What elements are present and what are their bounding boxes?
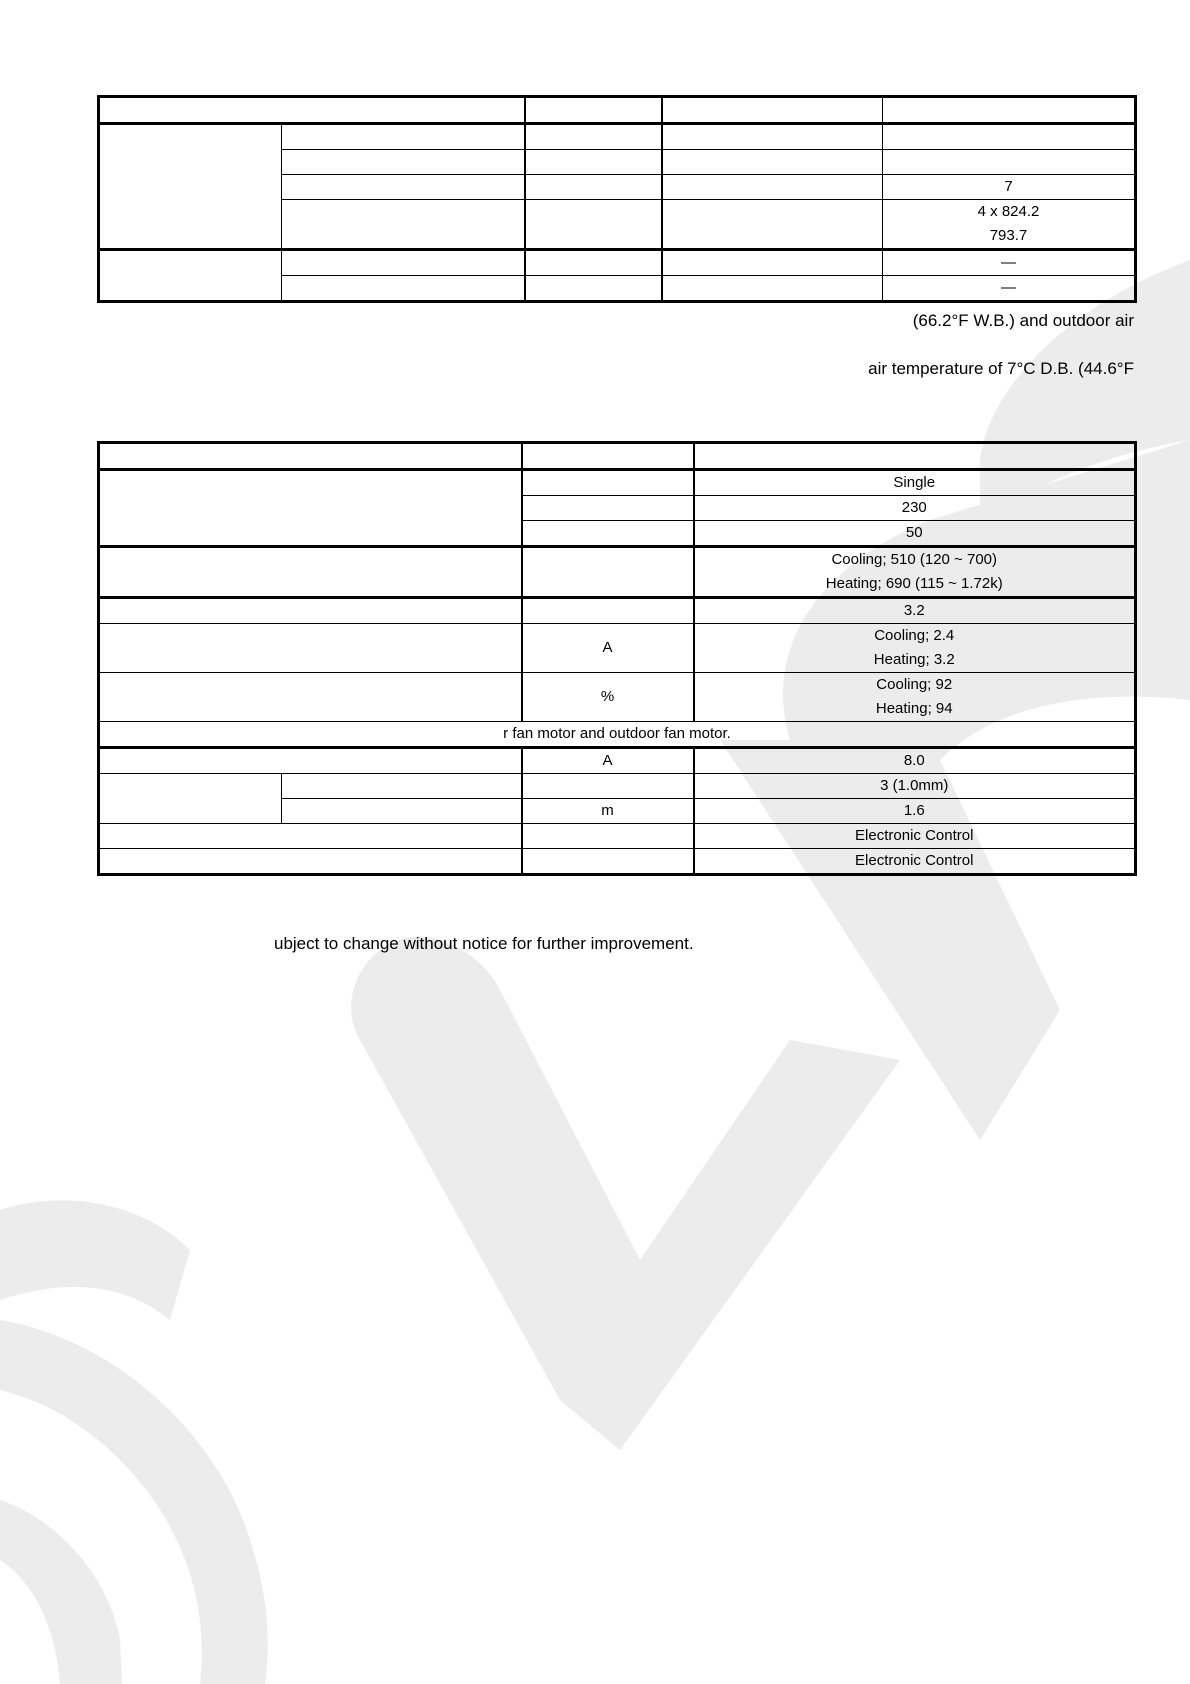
cell-value: 4 x 824.2 [883, 200, 1136, 225]
cell-value: 7 [883, 175, 1136, 200]
pf-cooling-value: Cooling; 92 [694, 673, 1136, 698]
table-row [99, 470, 1136, 496]
table-row [99, 849, 1136, 875]
table-row [99, 624, 1136, 649]
table-row [99, 673, 1136, 698]
cell-value: — [883, 276, 1136, 302]
table-row [99, 748, 1136, 774]
pf-heating-value: Heating; 94 [694, 697, 1136, 722]
fan-motor-note: r fan motor and outdoor fan motor. [99, 722, 1136, 748]
current-cooling-value: Cooling; 2.4 [694, 624, 1136, 649]
spec-table-electrical [97, 441, 1137, 876]
cell-value: — [883, 250, 1136, 276]
table-row [99, 124, 1136, 150]
note-line: (66.2°F W.B.) and outdoor air [912, 311, 1134, 330]
voltage-value: 230 [694, 496, 1136, 521]
frequency-value: 50 [694, 521, 1136, 547]
current-unit: A [522, 624, 694, 673]
table-row [99, 774, 1136, 799]
current-heating-value: Heating; 3.2 [694, 648, 1136, 673]
power-heating-value: Heating; 690 (115 ~ 1.72k) [694, 572, 1136, 598]
starting-current-value: 8.0 [694, 748, 1136, 774]
cord-length-value: 1.6 [694, 799, 1136, 824]
cord-length-unit: m [522, 799, 694, 824]
table-row [99, 598, 1136, 624]
table-row [99, 722, 1136, 748]
power-factor-unit: % [522, 673, 694, 722]
spec-table-upper [97, 95, 1137, 303]
control-value: Electronic Control [694, 824, 1136, 849]
current-max-value: 3.2 [694, 598, 1136, 624]
note-line: air temperature of 7°C D.B. (44.6°F [868, 359, 1134, 378]
footnote: ubject to change without notice for further improvement. [274, 934, 694, 953]
table-row [99, 824, 1136, 849]
table-row [99, 547, 1136, 573]
starting-current-unit: A [522, 748, 694, 774]
table-header-row [99, 443, 1136, 470]
phase-value: Single [694, 470, 1136, 496]
cord-core-value: 3 (1.0mm) [694, 774, 1136, 799]
table-row [99, 250, 1136, 276]
table-header-row [99, 97, 1136, 124]
power-cooling-value: Cooling; 510 (120 ~ 700) [694, 547, 1136, 573]
cell-value: 793.7 [883, 224, 1136, 250]
control-value: Electronic Control [694, 849, 1136, 875]
